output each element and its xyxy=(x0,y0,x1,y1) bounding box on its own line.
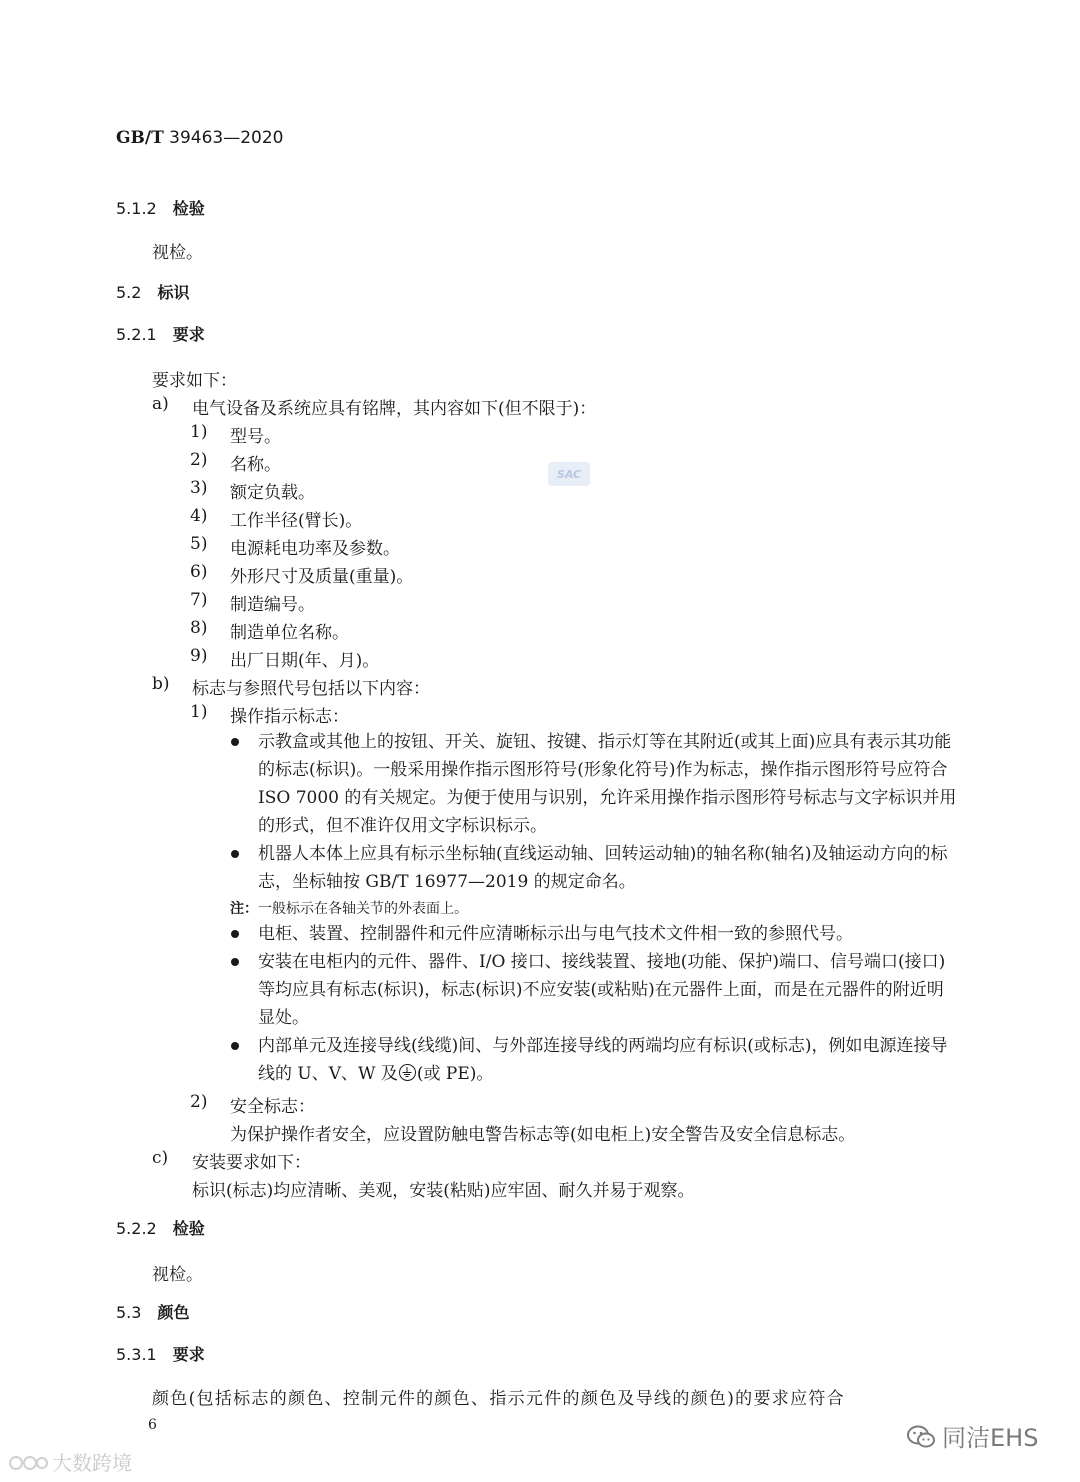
sub-text: 外形尺寸及质量(重量)。 xyxy=(230,567,414,587)
page-number: 6 xyxy=(148,1417,157,1433)
section-number: 5.3.1 xyxy=(116,1345,157,1364)
section-number: 5.1.2 xyxy=(116,199,157,218)
sub-label: 4) xyxy=(190,506,208,526)
sub-text: 制造单位名称。 xyxy=(230,623,349,643)
watermark-right xyxy=(906,1418,1038,1453)
sac-logo-icon xyxy=(548,462,590,486)
bullet-text-2: 机器人本体上应具有标示坐标轴(直线运动轴、回转运动轴)的轴名称(轴名)及轴运动方向的标志，坐标轴按 GB/T 16977—2019 的规定命名。 xyxy=(258,844,948,892)
section-heading-5-3-1 xyxy=(116,1342,205,1365)
note-label: 注： xyxy=(230,901,258,917)
sub-text: 制造编号。 xyxy=(230,595,315,615)
list-text-b: 标志与参照代号包括以下内容： xyxy=(192,679,430,699)
standard-code-prefix: GB/T xyxy=(116,128,164,148)
sub-label: 9) xyxy=(190,646,208,666)
sub-label: 5) xyxy=(190,534,208,554)
sub-text: 型号。 xyxy=(230,427,281,447)
bullet-text-1: 示教盒或其他上的按钮、开关、旋钮、按键、指示灯等在其附近(或其上面)应具有表示其功能的标志(标识)。一般采用操作指示图形符号(形象化符号)作为标志，操作指示图形符号应符合 ISO 7000 的有关规定。为便于使用与识别，允许采用操作指示图形符号标志与文字标识并用的形式，但不准许仅用文字标识标示。 xyxy=(258,732,957,836)
section-heading-5-3 xyxy=(116,1300,189,1323)
bullet-text-3: 电柜、装置、控制器件和元件应清晰标示出与电气技术文件相一致的参照代号。 xyxy=(258,924,853,944)
section-number: 5.2.1 xyxy=(116,325,157,344)
standard-code xyxy=(116,128,284,148)
watermark-left xyxy=(8,1447,132,1476)
sub-text: 名称。 xyxy=(230,455,281,475)
sub-text: 电源耗电功率及参数。 xyxy=(230,539,400,559)
watermark-left-text: 大数跨境 xyxy=(52,1451,132,1475)
watermark-right-text: 同洁EHS xyxy=(942,1424,1039,1452)
list-text-c: 安装要求如下： xyxy=(192,1153,311,1173)
protective-earth-icon xyxy=(399,1064,416,1081)
sub-text: 额定负载。 xyxy=(230,483,315,503)
bullet-text-4: 安装在电柜内的元件、器件、I/O 接口、接线装置、接地(功能、保护)端口、信号端口(接口)等均应具有标志(标识)，标志(标识)不应安装(或粘贴)在元器件上面，而是在元器件的附近明显处。 xyxy=(258,952,946,1028)
safety-signs-text: 为保护操作者安全，应设置防触电警告标志等(如电柜上)安全警告及安全信息标志。 xyxy=(230,1125,856,1145)
wechat-icon xyxy=(906,1424,936,1450)
bullet-icon xyxy=(231,738,239,746)
sub-label: 6) xyxy=(190,562,208,582)
sub-label: 1) xyxy=(190,702,208,722)
bullet-text-5-part-b: (或 PE)。 xyxy=(416,1064,494,1084)
section-title: 检验 xyxy=(172,199,205,218)
bullet-text-5 xyxy=(258,1032,958,1088)
sub-label: 7) xyxy=(190,590,208,610)
section-number: 5.3 xyxy=(116,1303,142,1322)
note-text: 一般标示在各轴关节的外表面上。 xyxy=(258,901,468,917)
sub-text: 出厂日期(年、月)。 xyxy=(230,651,380,671)
requirements-intro: 要求如下： xyxy=(152,371,237,391)
standard-code-number: 39463—2020 xyxy=(169,128,284,148)
list-label-b: b) xyxy=(152,674,170,694)
section-number: 5.2.2 xyxy=(116,1219,157,1238)
section-heading-5-1-2 xyxy=(116,196,205,219)
sub-label: 3) xyxy=(190,478,208,498)
sub-label: 2) xyxy=(190,450,208,470)
sub-label: 1) xyxy=(190,422,208,442)
section-title: 检验 xyxy=(172,1219,205,1238)
bullet-icon xyxy=(231,930,239,938)
section-title: 要求 xyxy=(172,325,205,344)
bullet-icon xyxy=(231,1042,239,1050)
section-title: 要求 xyxy=(172,1345,205,1364)
section-title: 标识 xyxy=(157,283,190,302)
section-title: 颜色 xyxy=(157,1303,190,1322)
svg-text:SAC: SAC xyxy=(556,468,582,481)
section-text-5-2-2: 视检。 xyxy=(152,1265,203,1285)
sub-label: 8) xyxy=(190,618,208,638)
note xyxy=(230,898,468,918)
list-text-a: 电气设备及系统应具有铭牌，其内容如下(但不限于)： xyxy=(192,399,597,419)
sub-label: 2) xyxy=(190,1092,208,1112)
bullet-icon xyxy=(231,958,239,966)
list-label-a: a) xyxy=(152,394,169,414)
section-number: 5.2 xyxy=(116,283,142,302)
sub-text: 工作半径(臂长)。 xyxy=(230,511,363,531)
brand-logo-icon xyxy=(8,1453,48,1473)
sub-title-operation-signs: 操作指示标志： xyxy=(230,707,349,727)
section-heading-5-2-1 xyxy=(116,322,205,345)
section-heading-5-2 xyxy=(116,280,189,303)
color-requirements-text: 颜色(包括标志的颜色、控制元件的颜色、指示元件的颜色及导线的颜色)的要求应符合 xyxy=(152,1389,845,1409)
section-text-5-1-2: 视检。 xyxy=(152,243,203,263)
section-heading-5-2-2 xyxy=(116,1216,205,1239)
sub-title-safety-signs: 安全标志： xyxy=(230,1097,315,1117)
bullet-icon xyxy=(231,850,239,858)
list-label-c: c) xyxy=(152,1148,169,1168)
bullet-text-5-part-a: 内部单元及连接导线(线缆)间、与外部连接导线的两端均应有标识(或标志)，例如电源连接导线的 U、V、W 及 xyxy=(258,1036,948,1084)
installation-detail: 标识(标志)均应清晰、美观，安装(粘贴)应牢固、耐久并易于观察。 xyxy=(192,1181,695,1201)
